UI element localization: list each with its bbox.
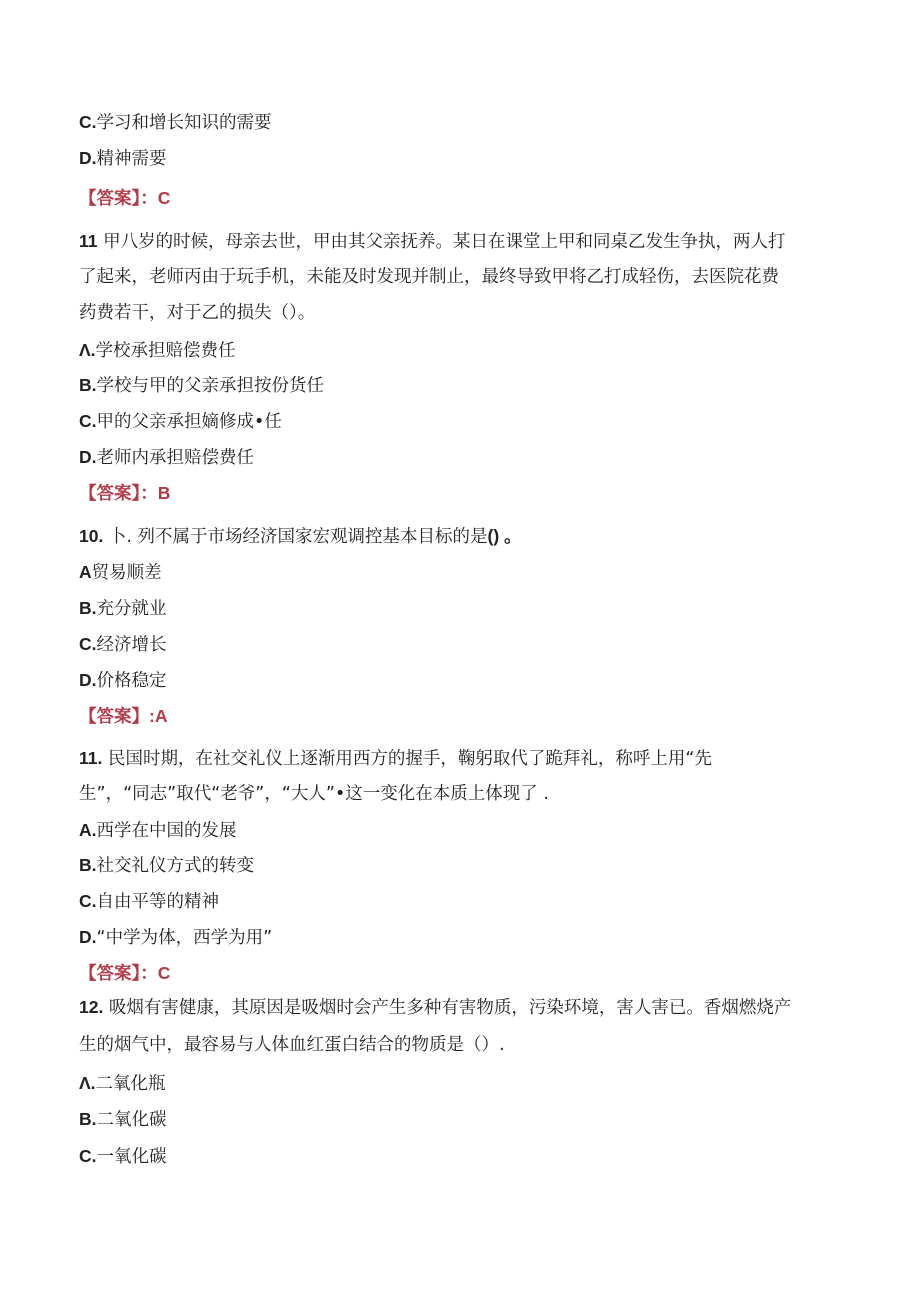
option-c: C.经济增长 [79, 634, 167, 655]
option-a: A.西学在中国的发展 [79, 820, 237, 841]
option-c: C.甲的父亲承担嫡修成•任 [79, 411, 282, 432]
option-b: B.社交礼仪方式的转变 [79, 855, 254, 876]
option-d: D.精神需要 [79, 148, 167, 169]
question-text-continued: 生”，“同志”取代“老爷”，“大人”•这一变化在本质上体现了 . [79, 784, 549, 804]
answer-line: 【答案】：C [79, 188, 171, 209]
option-c: C.一氧化碳 [79, 1146, 167, 1167]
answer-line: 【答案】:A [79, 706, 168, 727]
option-c: C.自由平等的精神 [79, 891, 219, 912]
option-d: D.价格稳定 [79, 670, 167, 691]
option-d: D.“中学为体，西学为用” [79, 927, 273, 948]
answer-line: 【答案】：B [79, 483, 171, 504]
question-text: 12. 吸烟有害健康，其原因是吸烟时会产生多种有害物质，污染环境，害人害已。香烟燃烧产 [79, 997, 792, 1018]
option-a: Λ.二氧化瓶 [79, 1073, 166, 1094]
option-c: C.学习和增长知识的需要 [79, 112, 272, 133]
option-b: B.学校与甲的父亲承担按份货任 [79, 375, 324, 396]
answer-line: 【答案】：C [79, 963, 171, 984]
option-b: B.二氧化碳 [79, 1109, 167, 1130]
question-text-continued: 药费若干，对于乙的损失（）。 [79, 303, 316, 323]
question-text-continued: 了起来，老师丙由于玩手机，未能及时发现并制止，最终导致甲将乙打成轻伤，去医院花费 [79, 267, 779, 287]
question-text: 11 甲八岁的时候，母亲去世，甲由其父亲抚养。某日在课堂上甲和同桌乙发生争执，两人打 [79, 231, 786, 252]
question-text: 10. 卜. 列不属于市场经济国家宏观调控基本目标的是() 。 [79, 526, 522, 547]
question-text: 11. 民国时期，在社交礼仪上逐渐用西方的握手，鞠躬取代了跪拜礼，称呼上用“先 [79, 748, 713, 769]
option-b: B.充分就业 [79, 598, 167, 619]
option-a: A贸易顺差 [79, 562, 162, 583]
option-d: D.老师内承担赔偿费任 [79, 447, 254, 468]
option-a: Λ.学校承担赔偿费任 [79, 340, 236, 361]
question-text-continued: 生的烟气中，最容易与人体血红蛋白结合的物质是（）. [79, 1035, 505, 1055]
